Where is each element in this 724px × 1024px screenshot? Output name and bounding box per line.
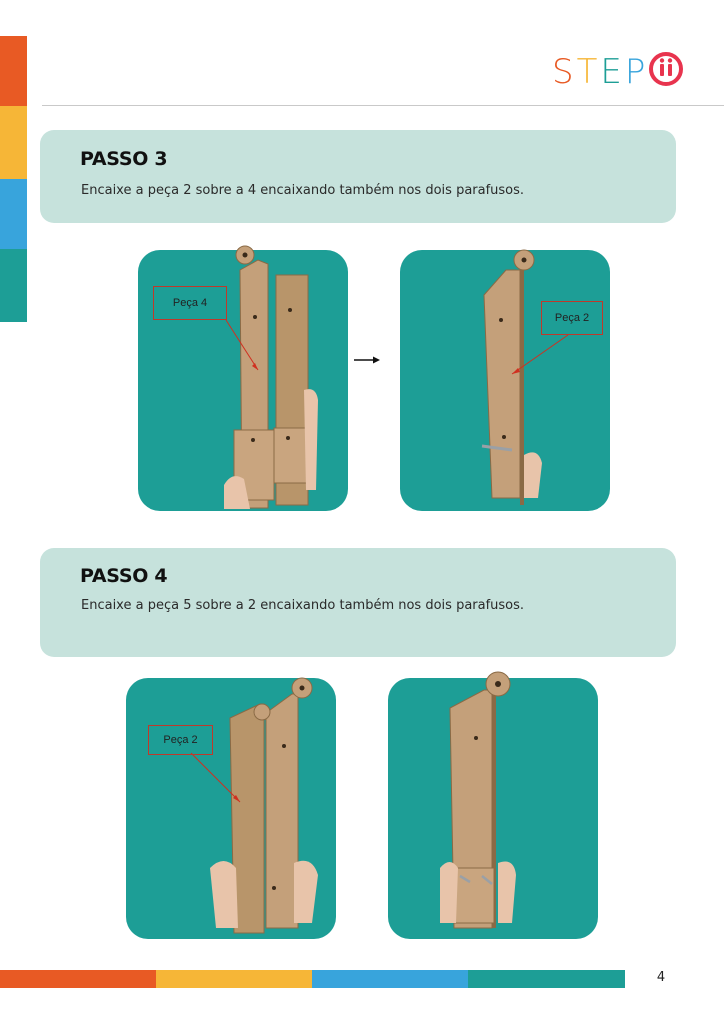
side-bar-yellow bbox=[0, 106, 27, 179]
piece-assembly-illustration bbox=[126, 678, 336, 939]
header-divider bbox=[42, 105, 724, 106]
step-4-photo-after bbox=[388, 678, 598, 939]
callout-peca-2: Peça 2 bbox=[541, 301, 603, 335]
piece-assembly-illustration bbox=[400, 250, 610, 511]
step-4-title: PASSO 4 bbox=[80, 565, 168, 587]
callout-peca-4: Peça 4 bbox=[153, 286, 227, 320]
step-4-card bbox=[40, 548, 676, 657]
footer-bar-blue bbox=[312, 970, 468, 988]
page-number: 4 bbox=[656, 970, 666, 985]
step-3-card bbox=[40, 130, 676, 223]
piece-assembly-illustration bbox=[388, 678, 598, 939]
footer-bar-yellow bbox=[156, 970, 312, 988]
step-3-instruction: Encaixe a peça 2 sobre a 4 encaixando também nos dois parafusos. bbox=[81, 183, 525, 198]
footer-bar-teal bbox=[468, 970, 625, 988]
logo-wordmark: STEP bbox=[552, 52, 649, 92]
side-bar-orange bbox=[0, 36, 27, 106]
logo-mark-icon bbox=[649, 52, 683, 86]
side-bar-blue bbox=[0, 179, 27, 249]
step-3-photo-after bbox=[400, 250, 610, 511]
step-4-instruction: Encaixe a peça 5 sobre a 2 encaixando também nos dois parafusos. bbox=[81, 598, 525, 613]
step-logo bbox=[552, 52, 686, 92]
side-bar-teal bbox=[0, 249, 27, 322]
step-4-photo-before bbox=[126, 678, 336, 939]
step-3-title: PASSO 3 bbox=[80, 148, 168, 170]
callout-peca-2-step-4: Peça 2 bbox=[148, 725, 213, 755]
footer-bar-orange bbox=[0, 970, 156, 988]
arrow-right-icon bbox=[354, 355, 380, 365]
